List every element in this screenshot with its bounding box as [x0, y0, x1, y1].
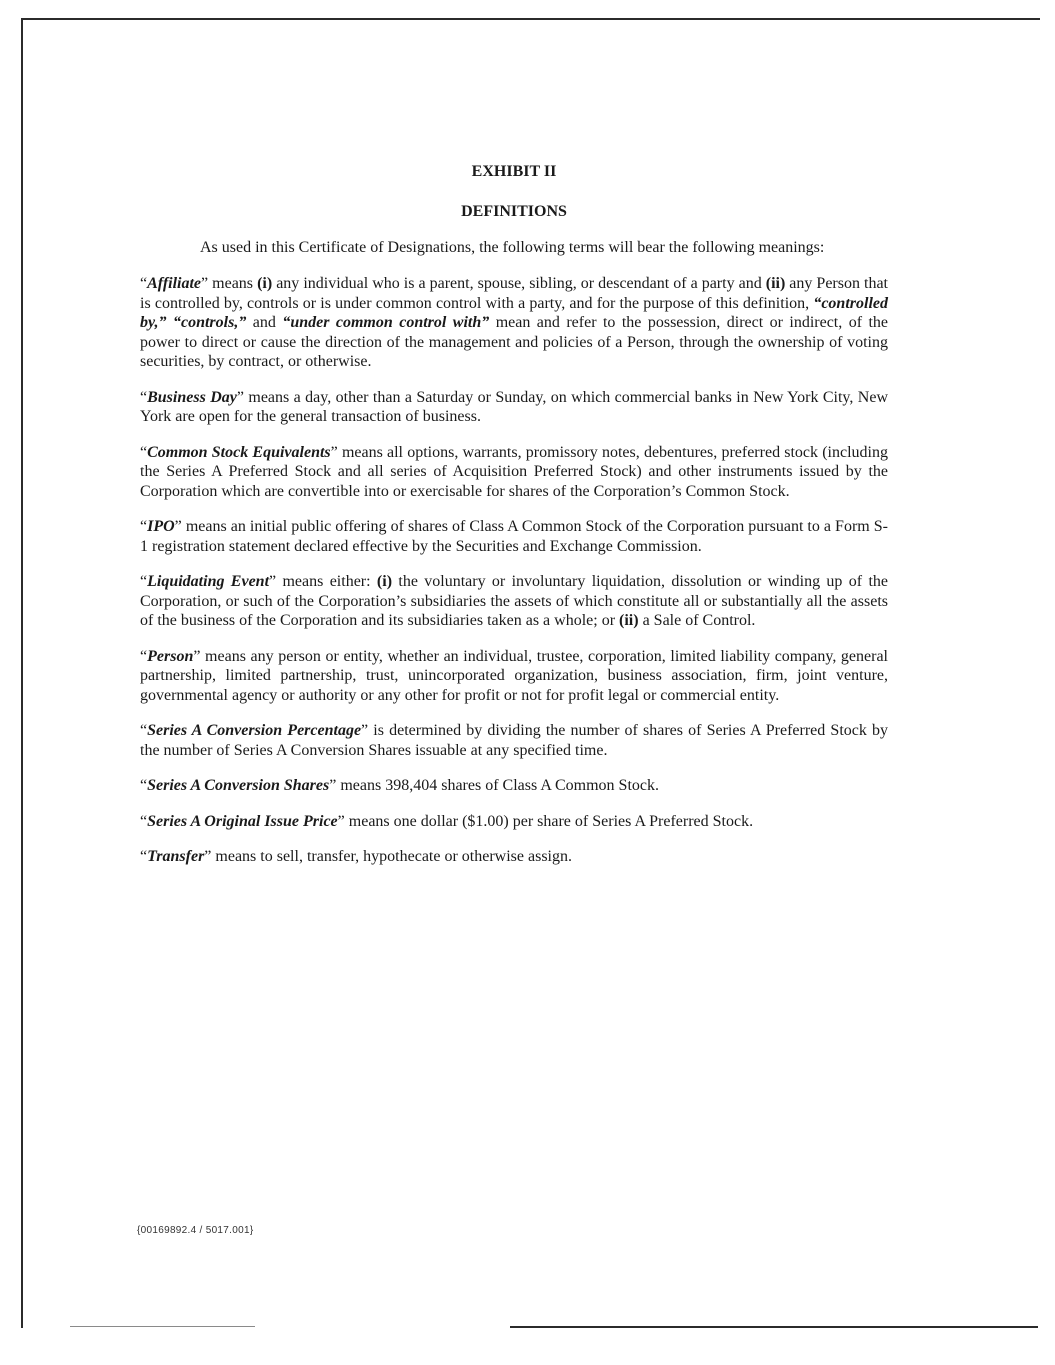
definition-series-a-original-issue-price: “Series A Original Issue Price” means one dollar ($1.00) per share of Series A Preferred Stock.	[140, 812, 754, 830]
document-footer-id: {00169892.4 / 5017.001}	[137, 1225, 254, 1236]
term-common-stock-equivalents: Common Stock Equivalents	[147, 443, 331, 461]
scan-edge-left	[21, 18, 23, 1328]
definition-ipo: “IPO” means an initial public offering of shares of Class A Common Stock of the Corporation pursuant to a Form S-1 registration statement declared effective by the Securities and Exchange Commission.	[140, 518, 888, 555]
term-liquidating-event: Liquidating Event	[147, 573, 270, 590]
term-series-a-conversion-percentage: Series A Conversion Percentage	[147, 722, 362, 739]
scan-edge-top	[22, 18, 1040, 20]
term-person: Person	[147, 647, 194, 665]
definition-person: “Person” means any person or entity, whether an individual, trustee, corporation, limited liability company, general partnership, limited partnership, trust, unincorporated organization, business association, firm, joint venture, governmental agency or authority or any other for profit or not for profit legal or commercial entity.	[140, 647, 888, 704]
definition-series-a-conversion-percentage: “Series A Conversion Percentage” is determined by dividing the number of shares of Series A Preferred Stock by the number of Series A Conversion Shares issuable at any specified time.	[140, 722, 889, 759]
definition-series-a-conversion-shares: “Series A Conversion Shares” means 398,404 shares of Class A Common Stock.	[140, 777, 659, 794]
term-affiliate: Affiliate	[147, 275, 202, 292]
term-ipo: IPO	[147, 518, 175, 535]
scan-edge-bottom-faint	[70, 1326, 255, 1327]
intro-paragraph: As used in this Certificate of Designations, the following terms will bear the following meanings:	[200, 239, 825, 256]
definition-liquidating-event: “Liquidating Event” means either: (i) the voluntary or involuntary liquidation, dissolution or winding up of the Corporation, or such of the Corporation’s subsidiaries the assets of which constitute all or substantially all the assets of the business of the Corporation and its subsidiaries taken as a whole; or (ii) a Sale of Control.	[140, 573, 888, 629]
definition-transfer: “Transfer” means to sell, transfer, hypothecate or otherwise assign.	[140, 848, 572, 865]
term-transfer: Transfer	[147, 848, 205, 865]
term-series-a-original-issue-price: Series A Original Issue Price	[147, 812, 338, 830]
term-business-day: Business Day	[147, 388, 237, 406]
term-series-a-conversion-shares: Series A Conversion Shares	[147, 777, 330, 794]
scan-edge-bottom	[510, 1326, 1038, 1328]
exhibit-title: EXHIBIT II	[471, 163, 557, 180]
definition-affiliate: “Affiliate” means (i) any individual who is a parent, spouse, sibling, or descendant of a party and (ii) any Person that is controlled by, controls or is under common control with a party, and for the purpose of this definition, “controlled by,” “controls,” and “under common control with” mean and refer to the possession, direct or indirect, of the power to direct or cause the direction of the management and policies of a Person, through the ownership of voting securities, by contract, or otherwise.	[140, 275, 889, 370]
definition-business-day: “Business Day” means a day, other than a Saturday or Sunday, on which commercial banks in New York City, New York are open for the general transaction of business.	[140, 388, 889, 425]
definition-common-stock-equivalents: “Common Stock Equivalents” means all options, warrants, promissory notes, debentures, preferred stock (including the Series A Preferred Stock and all series of Acquisition Preferred Stock) and other instruments issued by the Corporation which are convertible into or exercisable for shares of the Corporation’s Common Stock.	[140, 443, 888, 500]
document-body	[140, 160, 888, 867]
definitions-heading: DEFINITIONS	[461, 203, 567, 220]
